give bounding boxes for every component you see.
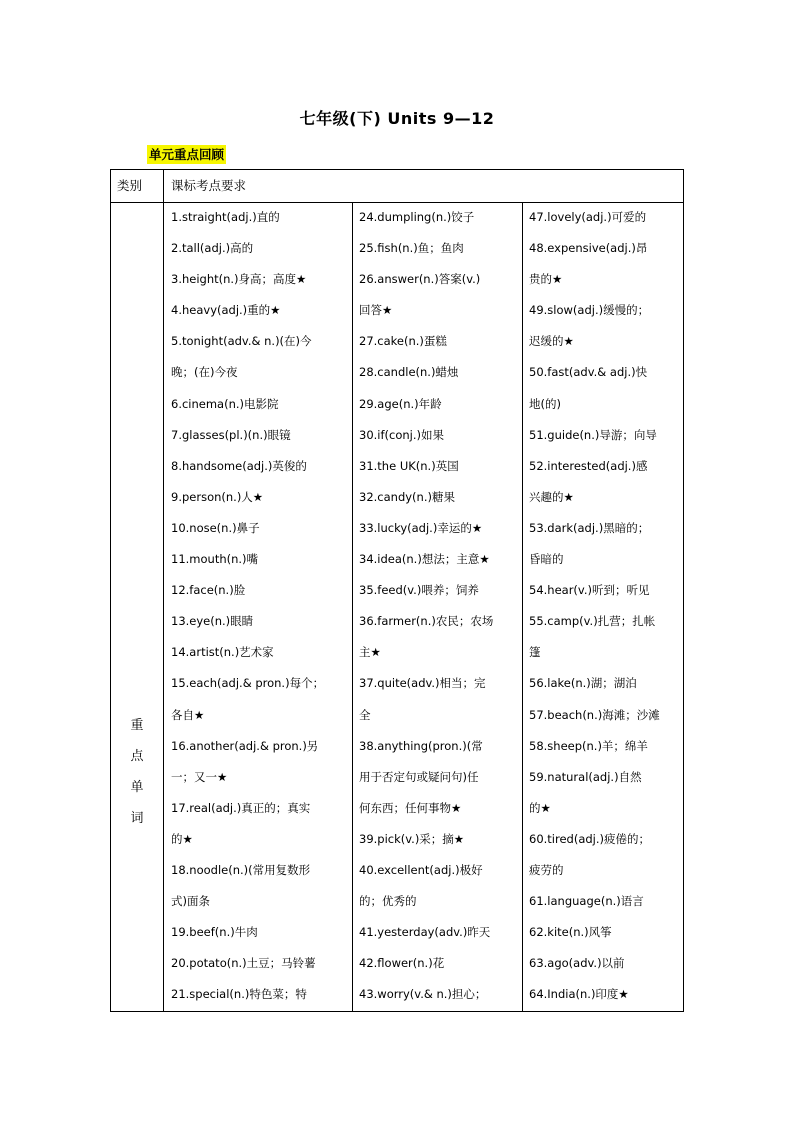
vocab-item: 16.another(adj.& pron.)另 <box>171 738 319 753</box>
vocab-item: 32.candy(n.)糖果 <box>359 489 455 504</box>
vocab-item: 何东西；任何事物★ <box>359 800 462 815</box>
vocab-item: 49.slow(adj.)缓慢的； <box>529 303 650 318</box>
vocab-item: 28.candle(n.)蜡烛 <box>359 365 459 380</box>
vocab-item: 64.India(n.)印度★ <box>529 987 629 1002</box>
vocab-item: 迟缓的★ <box>529 334 574 349</box>
vocab-item: 33.lucky(adj.)幸运的★ <box>359 520 483 535</box>
vocab-item: 9.person(n.)人★ <box>171 489 264 504</box>
vocab-item: 15.each(adj.& pron.)每个； <box>171 676 325 691</box>
divider-col1 <box>352 202 353 1011</box>
vocab-item: 的★ <box>529 800 551 815</box>
vocab-item: 51.guide(n.)导游；向导 <box>529 427 657 442</box>
vocab-item: 19.beef(n.)牛肉 <box>171 925 258 940</box>
category-cell <box>111 710 163 834</box>
table-header-row <box>111 170 683 203</box>
vocab-item: 兴趣的★ <box>529 489 574 504</box>
vocab-item: 55.camp(v.)扎营；扎帐 <box>529 614 656 629</box>
vocab-item: 20.potato(n.)土豆；马铃薯 <box>171 956 316 971</box>
vocab-item: 38.anything(pron.)(常 <box>359 738 483 753</box>
vocab-item: 47.lovely(adj.)可爱的 <box>529 210 647 224</box>
vocab-item: 31.the UK(n.)英国 <box>359 458 459 473</box>
vocab-item: 2.tall(adj.)高的 <box>171 241 254 256</box>
vocab-column-1 <box>171 202 351 1010</box>
vocab-item: 的；优秀的 <box>359 894 417 909</box>
vocab-item: 疲劳的 <box>529 862 564 877</box>
vocab-item: 34.idea(n.)想法；主意★ <box>359 552 490 567</box>
vocab-item: 8.handsome(adj.)英俊的 <box>171 458 307 473</box>
divider-col2 <box>522 202 523 1011</box>
category-char: 重 <box>130 718 144 733</box>
vocab-item: 7.glasses(pl.)(n.)眼镜 <box>171 427 291 442</box>
vocab-item: 地(的) <box>529 396 561 411</box>
vocab-item: 篷 <box>529 645 541 660</box>
vocab-column-3 <box>529 202 683 1010</box>
vocab-item: 43.worry(v.& n.)担心； <box>359 987 487 1002</box>
vocab-item: 42.flower(n.)花 <box>359 956 445 971</box>
vocab-item: 54.hear(v.)听到；听见 <box>529 583 650 598</box>
vocab-item: 27.cake(n.)蛋糕 <box>359 334 447 349</box>
header-category: 类别 <box>117 178 143 193</box>
vocab-item: 60.tired(adj.)疲倦的； <box>529 831 651 846</box>
vocab-item: 昏暗的 <box>529 552 564 567</box>
vocab-item: 30.if(conj.)如果 <box>359 427 445 442</box>
vocab-item: 13.eye(n.)眼睛 <box>171 614 254 629</box>
vocab-item: 62.kite(n.)风筝 <box>529 925 612 940</box>
vocab-item: 24.dumpling(n.)饺子 <box>359 210 475 224</box>
vocab-item: 61.language(n.)语言 <box>529 894 644 909</box>
vocab-item: 36.farmer(n.)农民；农场 <box>359 614 494 629</box>
vocab-item: 26.answer(n.)答案(v.) <box>359 272 481 287</box>
category-char: 词 <box>130 811 144 826</box>
vocab-item: 29.age(n.)年龄 <box>359 396 442 411</box>
vocab-item: 主★ <box>359 645 381 660</box>
vocab-item: 21.special(n.)特色菜；特 <box>171 987 307 1002</box>
vocab-item: 全 <box>359 707 371 722</box>
vocab-item: 晚；(在)今夜 <box>171 365 238 380</box>
vocab-item: 17.real(adj.)真正的；真实 <box>171 800 311 815</box>
vocab-item: 39.pick(v.)采；摘★ <box>359 831 465 846</box>
vocab-item: 14.artist(n.)艺术家 <box>171 645 274 660</box>
vocab-item: 40.excellent(adj.)极好 <box>359 862 483 877</box>
vocab-item: 一；又一★ <box>171 769 228 784</box>
vocab-item: 25.fish(n.)鱼；鱼肉 <box>359 241 464 256</box>
vocab-item: 的★ <box>171 831 193 846</box>
vocab-item: 57.beach(n.)海滩；沙滩 <box>529 707 660 722</box>
vocab-item: 用于否定句或疑问句)任 <box>359 769 479 784</box>
vocab-item: 53.dark(adj.)黑暗的； <box>529 520 650 535</box>
vocab-item: 52.interested(adj.)感 <box>529 458 648 473</box>
vocab-item: 48.expensive(adj.)昂 <box>529 241 648 256</box>
vocab-item: 12.face(n.)脸 <box>171 583 246 598</box>
vocab-item: 各自★ <box>171 707 205 722</box>
category-char: 单 <box>130 780 144 795</box>
vocab-item: 6.cinema(n.)电影院 <box>171 396 279 411</box>
section-label: 单元重点回顾 <box>149 147 225 162</box>
page-title: 七年级(下) Units 9—12 <box>299 109 495 128</box>
vocab-item: 18.noodle(n.)(常用复数形 <box>171 862 311 877</box>
vocab-item: 式)面条 <box>171 894 210 909</box>
vocab-item: 贵的★ <box>529 272 563 287</box>
vocab-item: 回答★ <box>359 303 393 318</box>
category-char: 点 <box>130 749 144 764</box>
vocab-item: 35.feed(v.)喂养；饲养 <box>359 583 479 598</box>
vocab-item: 56.lake(n.)湖；湖泊 <box>529 676 637 691</box>
vocab-item: 4.heavy(adj.)重的★ <box>171 303 281 318</box>
divider-category <box>163 170 164 1011</box>
vocab-item: 58.sheep(n.)羊；绵羊 <box>529 738 648 753</box>
vocab-item: 5.tonight(adv.& n.)(在)今 <box>171 334 312 349</box>
vocab-item: 59.natural(adj.)自然 <box>529 769 642 784</box>
vocab-item: 41.yesterday(adv.)昨天 <box>359 925 491 940</box>
vocab-column-2 <box>359 202 521 1010</box>
vocabulary-table <box>110 169 684 1012</box>
vocab-item: 63.ago(adv.)以前 <box>529 956 625 971</box>
header-requirements: 课标考点要求 <box>171 178 247 193</box>
vocab-item: 11.mouth(n.)嘴 <box>171 552 259 567</box>
vocab-item: 10.nose(n.)鼻子 <box>171 520 260 535</box>
vocab-item: 50.fast(adv.& adj.)快 <box>529 365 648 380</box>
vocab-item: 1.straight(adj.)直的 <box>171 210 280 224</box>
vocab-item: 3.height(n.)身高；高度★ <box>171 272 307 287</box>
vocab-item: 37.quite(adv.)相当；完 <box>359 676 486 691</box>
